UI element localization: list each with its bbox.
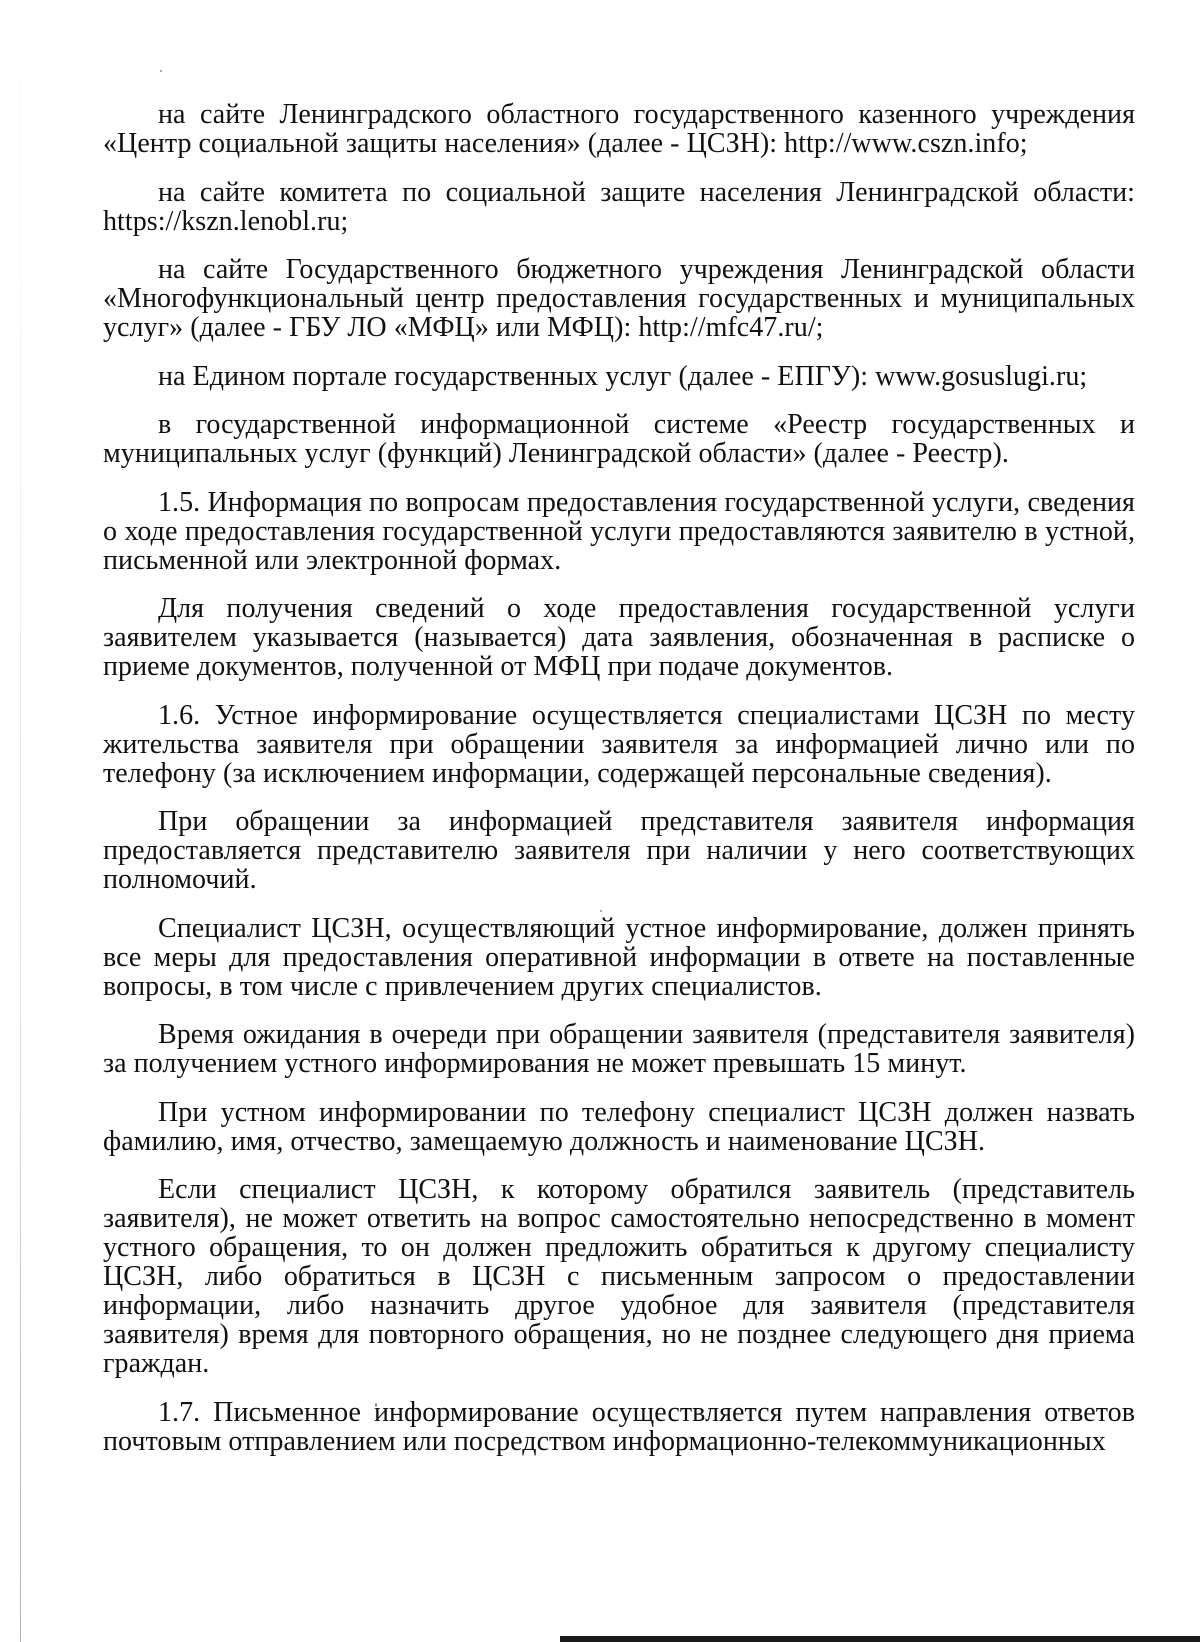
paragraph-waiting-time: Время ожидания в очереди при обращении заявителя (представителя заявителя) за получением устного информирования не может превышать 15 минут. [103,1019,1135,1079]
paragraph-specialist: Специалист ЦСЗН, осуществляющий устное информирование, должен принять все меры для предоставления оперативной информации в ответе на поставленные вопросы, в том числе с привлечением других специалистов. [103,912,1135,1002]
paragraph-1-5: 1.5. Информация по вопросам предоставления государственной услуги, сведения о ходе предоставления государственной услуги предоставляются заявителю в устной, письменной или электронной формах. [103,486,1135,576]
paragraph-redirect: Если специалист ЦСЗН, к которому обратился заявитель (представитель заявителя), не может ответить на вопрос самостоятельно непосредственно в момент устного обращения, то он должен предложить обратиться к другому специалисту ЦСЗН, либо обратиться в ЦСЗН с письменным запросом о предоставлении информации, либо назначить другое удобное для заявителя (представителя заявителя) время для повторного обращения, но не позднее следующего дня приема граждан. [103,1174,1135,1379]
paragraph-representative: При обращении за информацией представителя заявителя информация предоставляется представителю заявителя при наличии у него соответствующих полномочий. [103,806,1135,895]
scan-speck [160,70,162,72]
paragraph-registry: в государственной информационной системе «Реестр государственных и муниципальных услуг (функций) Ленинградской области» (далее - Реестр). [103,409,1135,469]
paragraph-1-7: 1.7. Письменное информирование осуществляется путем направления ответов почтовым отправлением или посредством информационно-телекоммуникационных [103,1396,1135,1457]
paragraph-phone-info: При устном информировании по телефону специалист ЦСЗН должен назвать фамилию, имя, отчество, замещаемую должность и наименование ЦСЗН. [103,1096,1135,1157]
scan-edge-bottom [560,1636,1200,1642]
paragraph-status-info: Для получения сведений о ходе предоставления государственной услуги заявителем указывается (называется) дата заявления, обозначенная в расписке о приеме документов, полученной от МФЦ при подаче документов. [103,593,1135,682]
paragraph-epgu-portal: на Едином портале государственных услуг (далее - ЕПГУ): www.gosuslugi.ru; [158,360,1088,392]
paragraph-1-6: 1.6. Устное информирование осуществляется специалистами ЦСЗН по месту жительства заявителя при обращении заявителя за информацией лично или по телефону (за исключением информации, содержащей персональные сведения). [103,699,1135,789]
scan-edge-left [20,0,21,1642]
paragraph-kszn-site: на сайте комитета по социальной защите населения Ленинградской области: https://kszn.lenobl.ru; [103,176,1135,237]
paragraph-cszn-site: на сайте Ленинградского областного государственного казенного учреждения «Центр социальной защиты населения» (далее - ЦСЗН): http://www.cszn.info; [103,99,1135,159]
document-body [103,100,1135,1475]
paragraph-mfc-site: на сайте Государственного бюджетного учреждения Ленинградской области «Многофункциональный центр предоставления государственных и муниципальных услуг» (далее - ГБУ ЛО «МФЦ» или МФЦ): http://mfc47.ru/; [103,254,1135,343]
